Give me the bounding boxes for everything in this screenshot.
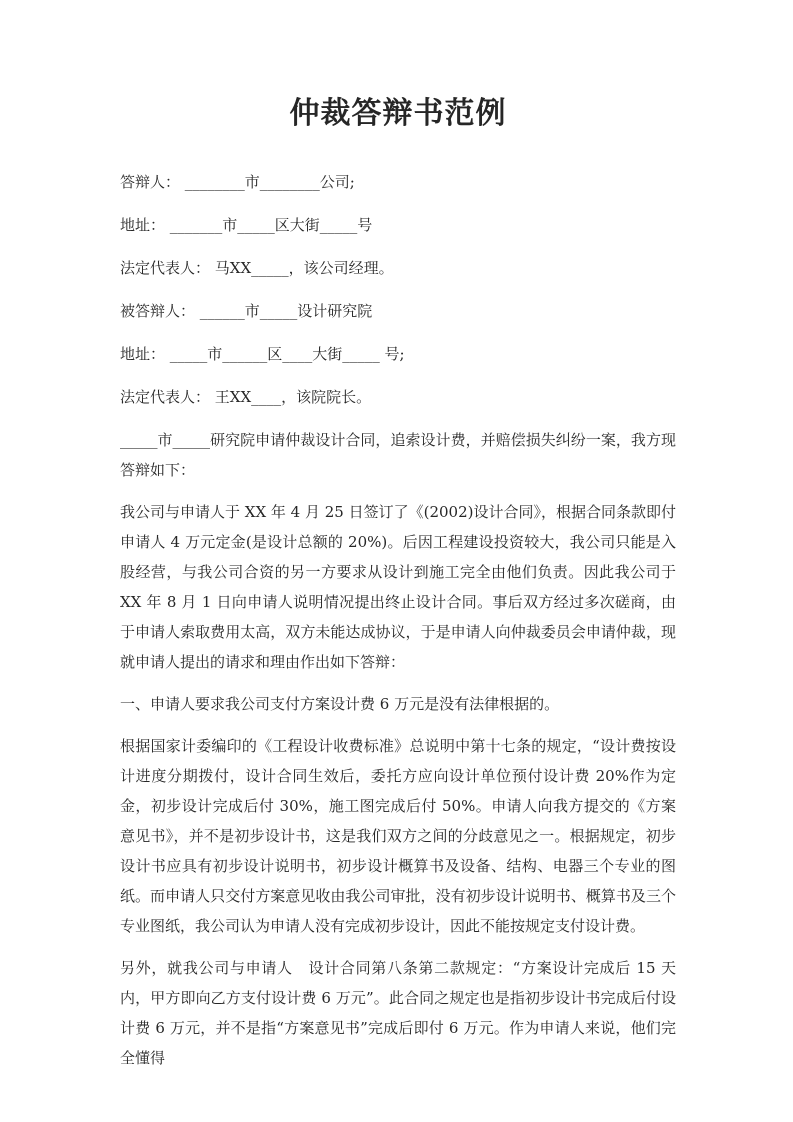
claimant-address-line: 地址： _____市______区____大街_____ 号; — [120, 345, 405, 363]
claimant-legal-representative-line: 法定代表人： 王XX____，该院院长。 — [120, 388, 372, 406]
claimant-line: 被答辩人： ______市_____设计研究院 — [120, 302, 373, 320]
respondent-legal-representative-line: 法定代表人： 马XX_____，该公司经理。 — [120, 259, 394, 277]
document-title: 仲裁答辩书范例 — [289, 96, 507, 131]
respondent-address-line: 地址： _______市_____区大街_____号 — [120, 216, 373, 234]
case-intro-paragraph: _____市_____研究院申请仲裁设计合同，追索设计费，并赔偿损失纠纷一案，我方现答辩如下： — [120, 431, 676, 479]
section-one-heading: 一、申请人要求我公司支付方案设计费 6 万元是没有法律根据的。 — [120, 695, 560, 713]
facts-paragraph: 我公司与申请人于 XX 年 4 月 25 日签订了《(2002)设计合同》，根据合同条款即付申请人 4 万元定金(是设计总额的 20%)。后因工程建设投资较大，我公司只能是入股经营，与我公司合资的另一方要求从设计到施工完全由他们负责。因此我公司于 XX 年 8 月 1 日向申请人说明情况提出终止设计合同。事后双方经过多次磋商，由于申请人索取费用太高，双方未能达成协议，于是申请人向仲裁委员会申请仲裁，现就申请人提出的请求和理由作出如下答辩： — [120, 503, 681, 671]
fee-standard-argument-paragraph: 根据国家计委编印的《工程设计收费标准》总说明中第十七条的规定，“设计费按设计进度分期拨付，设计合同生效后，委托方应向设计单位预付设计费 20%作为定金，初步设计完成后付 30%，施工图完成后付 50%。申请人向我方提交的《方案意见书》，并不是初步设计书，这是我们双方之间的分歧意见之一。根据规定，初步设计书应具有初步设计说明书，初步设计概算书及设备、结构、电器三个专业的图纸。而申请人只交付方案意见收由我公司审批，没有初步设计说明书、概算书及三个专业图纸，我公司认为申请人没有完成初步设计，因此不能按规定支付设计费。 — [120, 737, 676, 935]
contract-clause-argument-paragraph: 另外，就我公司与申请人 设计合同第八条第二款规定：“方案设计完成后 15 天内，甲方即向乙方支付设计费 6 万元”。此合同之规定也是指初步设计书完成后付设计费 6 万元，并不是指“方案意见书”完成后即付 6 万元。作为申请人来说，他们完全懂得 — [120, 959, 676, 1067]
respondent-line: 答辩人： ________市________公司; — [120, 173, 355, 191]
